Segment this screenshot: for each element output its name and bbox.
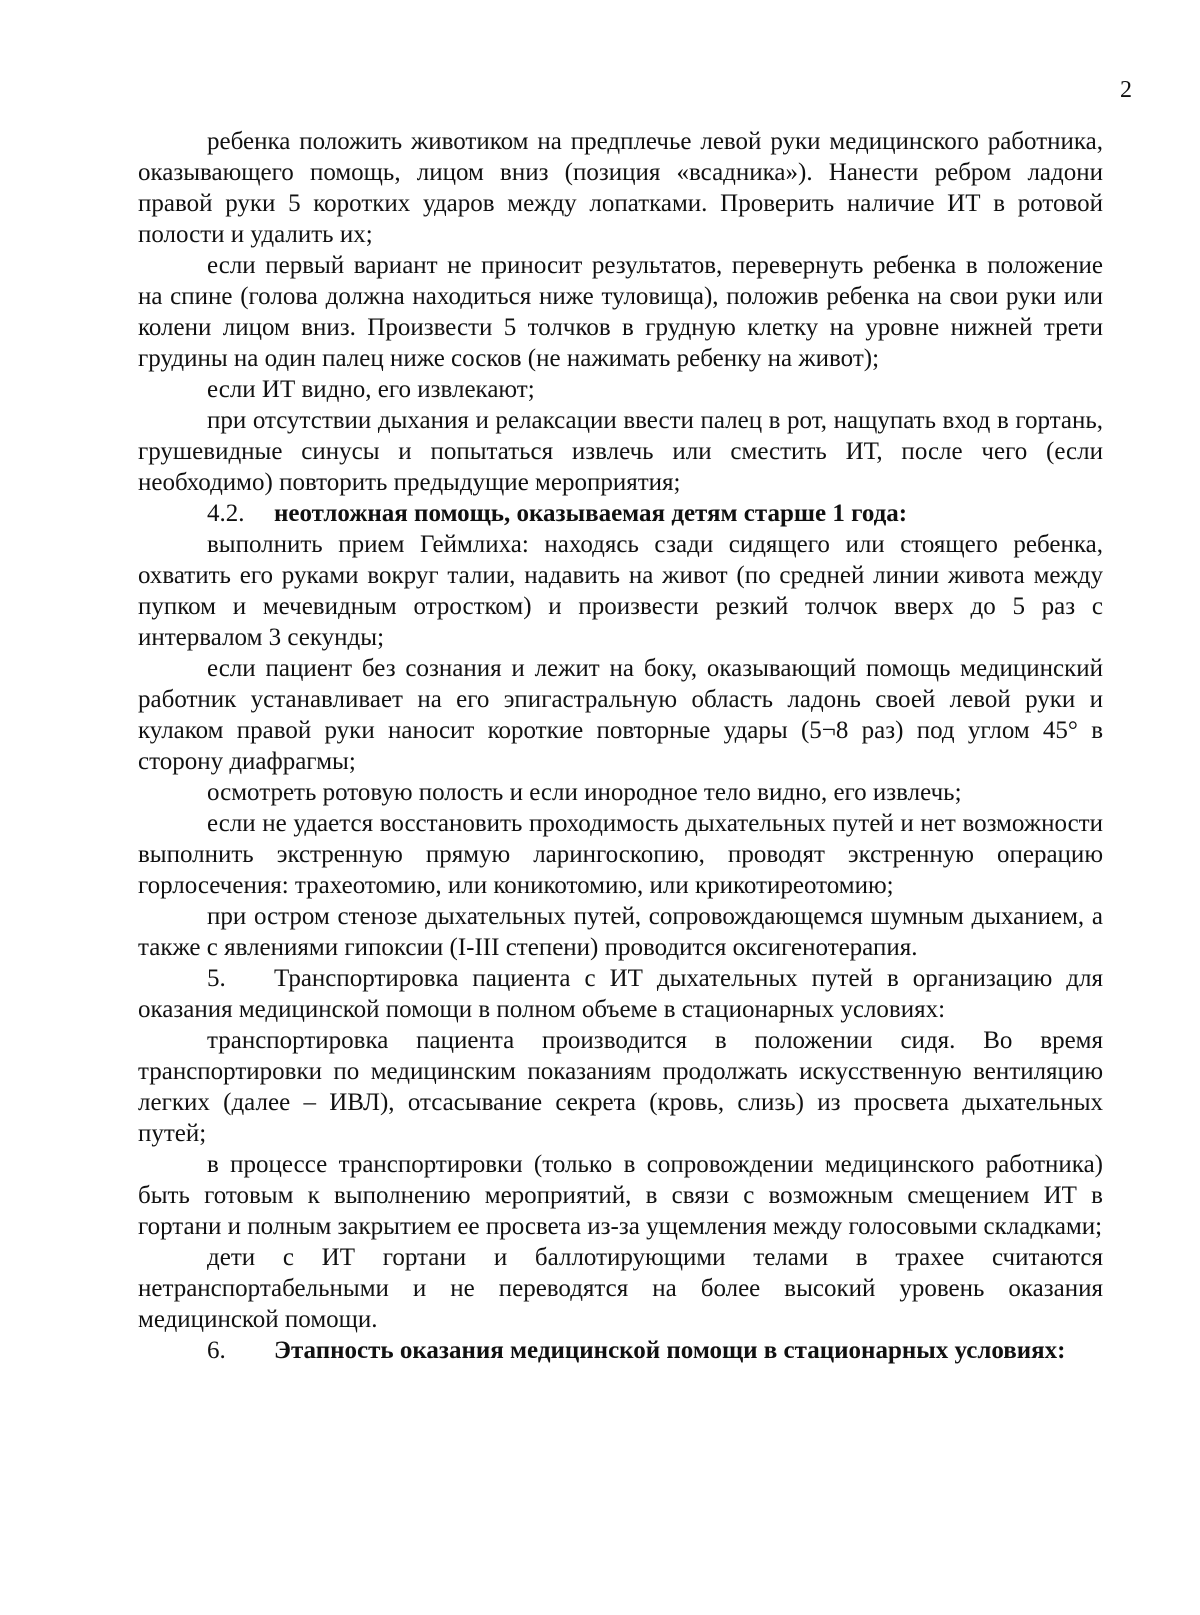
paragraph: дети с ИТ гортани и баллотирующими телами в трахее считаются нетранспортабельными и не переводятся на более высокий уровень оказания медицинской помощи. xyxy=(138,1244,1103,1333)
section-5 xyxy=(138,963,1103,1025)
paragraph: при отсутствии дыхания и релаксации ввести палец в рот, нащупать вход в гортань, грушевидные синусы и попытаться извлечь или сместить ИТ, после чего (если необходимо) повторить предыдущие мероприятия; xyxy=(138,407,1103,496)
paragraph: осмотреть ротовую полость и если инородное тело видно, его извлечь; xyxy=(207,779,962,806)
paragraph: если ИТ видно, его извлекают; xyxy=(207,376,535,403)
subsection-heading xyxy=(138,498,1103,529)
paragraph: если первый вариант не приносит результатов, перевернуть ребенка в положение на спине (голова должна находиться ниже туловища), положив ребенка на свои руки или колени лицом вниз. Произвести 5 толчков в грудную клетку на уровне нижней трети грудины на один палец ниже сосков (не нажимать ребенку на живот); xyxy=(138,252,1103,372)
paragraph: в процессе транспортировки (только в сопровождении медицинского работника) быть готовым к выполнению мероприятий, в связи с возможным смещением ИТ в гортани и полным закрытием ее просвета из-за ущемления между голосовыми складками; xyxy=(138,1151,1103,1240)
document-body xyxy=(138,126,1103,1366)
page-number: 2 xyxy=(1120,77,1132,103)
section-6-number: 6. xyxy=(207,1337,226,1364)
section-6-heading xyxy=(138,1335,1103,1366)
subsection-title: неотложная помощь, оказываемая детям старше 1 года: xyxy=(274,500,908,527)
paragraph: если не удается восстановить проходимость дыхательных путей и нет возможности выполнить экстренную прямую ларингоскопию, проводят экстренную операцию горлосечения: трахеотомию, или коникотомию, или крикотиреотомию; xyxy=(138,810,1103,899)
subsection-number: 4.2. xyxy=(207,500,245,527)
paragraph: при остром стенозе дыхательных путей, сопровождающемся шумным дыханием, а также с явлениями гипоксии (I-III степени) проводится оксигенотерапия. xyxy=(138,903,1103,961)
section-5-text: Транспортировка пациента с ИТ дыхательных путей в организацию для оказания медицинской помощи в полном объеме в стационарных условиях: xyxy=(138,965,1103,1023)
paragraph: ребенка положить животиком на предплечье левой руки медицинского работника, оказывающего помощь, лицом вниз (позиция «всадника»). Нанести ребром ладони правой руки 5 коротких ударов между лопатками. Проверить наличие ИТ в ротовой полости и удалить их; xyxy=(138,128,1103,248)
paragraph: транспортировка пациента производится в положении сидя. Во время транспортировки по медицинским показаниям продолжать искусственную вентиляцию легких (далее – ИВЛ), отсасывание секрета (кровь, слизь) из просвета дыхательных путей; xyxy=(138,1027,1103,1147)
section-6-title: Этапность оказания медицинской помощи в стационарных условиях: xyxy=(274,1337,1066,1364)
section-5-number: 5. xyxy=(207,965,226,992)
paragraph: выполнить прием Геймлиха: находясь сзади сидящего или стоящего ребенка, охватить его руками вокруг талии, надавить на живот (по средней линии живота между пупком и мечевидным отростком) и произвести резкий толчок вверх до 5 раз с интервалом 3 секунды; xyxy=(138,531,1103,651)
paragraph: если пациент без сознания и лежит на боку, оказывающий помощь медицинский работник устанавливает на его эпигастральную область ладонь своей левой руки и кулаком правой руки наносит короткие повторные удары (5¬8 раз) под углом 45° в сторону диафрагмы; xyxy=(138,655,1103,775)
